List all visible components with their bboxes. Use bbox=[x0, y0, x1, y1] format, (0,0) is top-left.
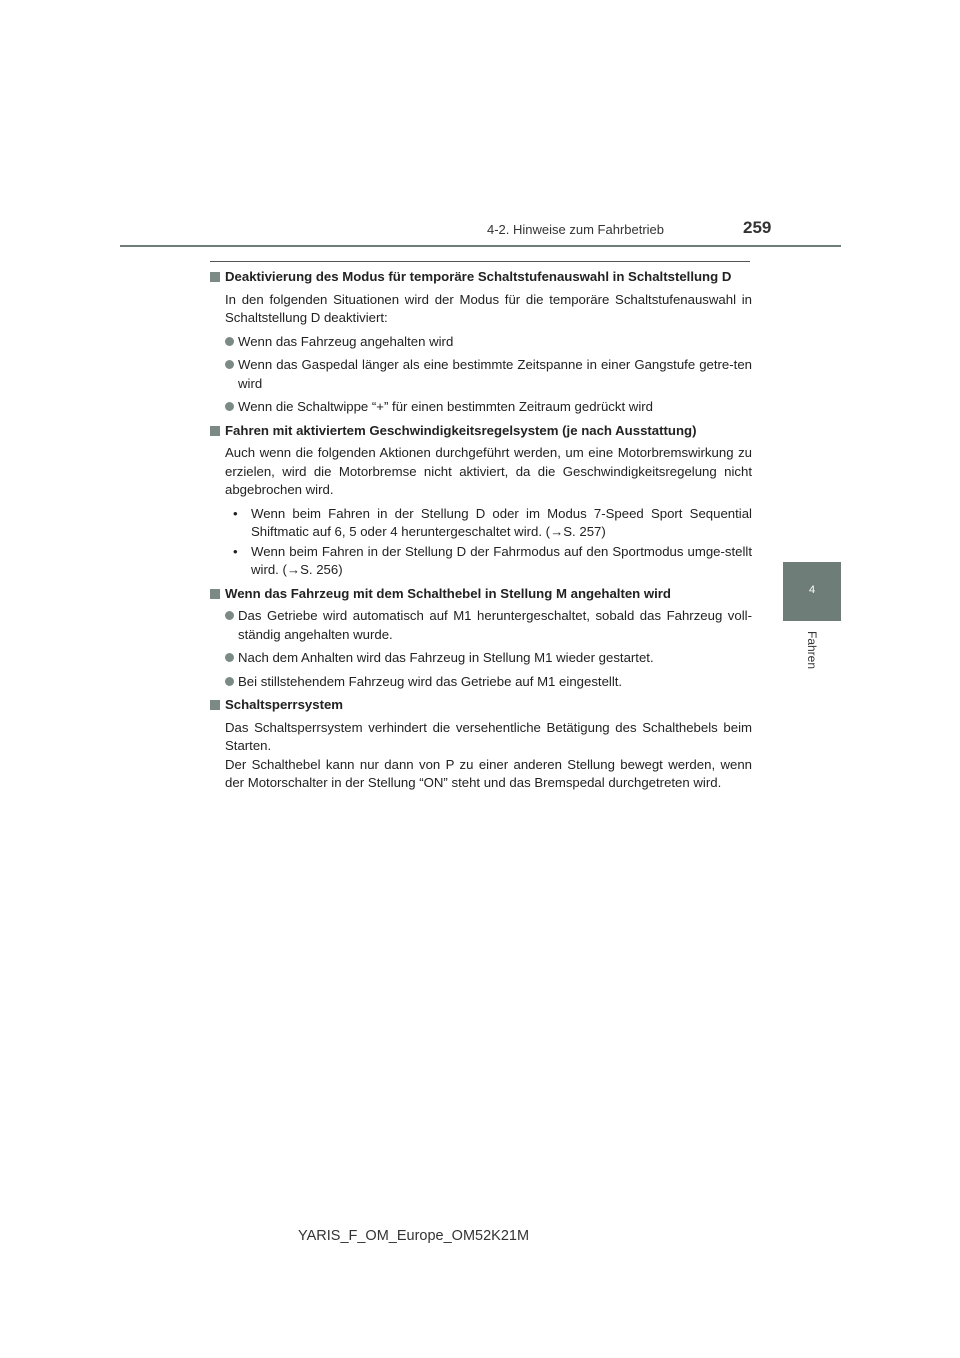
list-item: • Wenn beim Fahren in der Stellung D der Fahrmodus auf den Sportmodus umge-stellt wird. (→S. 256) bbox=[226, 543, 752, 580]
section-heading: Deaktivierung des Modus für temporäre Schaltstufenauswahl in Schaltstellung D bbox=[210, 268, 752, 287]
section-heading: Fahren mit aktiviertem Geschwindigkeitsregelsystem (je nach Ausstattung) bbox=[210, 422, 752, 441]
document-code: YARIS_F_OM_Europe_OM52K21M bbox=[298, 1228, 530, 1244]
section-shift-mode-deactivation bbox=[210, 268, 752, 417]
chapter-label: Fahren bbox=[805, 630, 819, 670]
page-number: 259 bbox=[743, 218, 772, 237]
section-paragraph: Der Schalthebel kann nur dann von P zu einer anderen Stellung bewegt werden, wenn der Motorschalter in der Stellung “ON” steht und das Bremspedal durchgetreten wird. bbox=[225, 756, 752, 790]
list-item: Bei stillstehendem Fahrzeug wird das Getriebe auf M1 eingestellt. bbox=[225, 673, 752, 692]
section-shift-lock bbox=[210, 696, 752, 793]
section-heading: Schaltsperrsystem bbox=[210, 696, 752, 715]
section-intro: Auch wenn die folgenden Aktionen durchgeführt werden, um eine Motorbremswirkung zu erzielen, wird die Motorbremse nicht aktiviert, da die Geschwindigkeitsregelung nicht abgebrochen wird. bbox=[225, 445, 752, 497]
list-item: Wenn das Fahrzeug angehalten wird bbox=[225, 333, 752, 352]
list-item: Wenn das Gaspedal länger als eine bestimmte Zeitspanne in einer Gangstufe getre-ten wird bbox=[225, 356, 752, 393]
page-content bbox=[210, 268, 752, 798]
list-item: • Wenn beim Fahren in der Stellung D oder im Modus 7-Speed Sport Sequential Shiftmatic auf 6, 5 oder 4 heruntergeschaltet wird. (→S. 257) bbox=[226, 505, 752, 542]
content-divider bbox=[210, 261, 750, 262]
section-stop-in-m bbox=[210, 585, 752, 692]
section-cruise-control bbox=[210, 422, 752, 580]
list-item: Das Getriebe wird automatisch auf M1 heruntergeschaltet, sobald das Fahrzeug voll-ständig angehalten wurde. bbox=[225, 607, 752, 644]
chapter-tab bbox=[783, 562, 841, 621]
list-item: Wenn die Schaltwippe “+” für einen bestimmten Zeitraum gedrückt wird bbox=[225, 398, 752, 417]
section-paragraph: Das Schaltsperrsystem verhindert die versehentliche Betätigung des Schalthebels beim Starten. bbox=[225, 719, 752, 753]
chapter-number: 4 bbox=[808, 584, 816, 596]
section-intro: In den folgenden Situationen wird der Modus für die temporäre Schaltstufenauswahl in Schaltstellung D deaktiviert: bbox=[225, 291, 752, 325]
list-item: Nach dem Anhalten wird das Fahrzeug in Stellung M1 wieder gestartet. bbox=[225, 649, 752, 668]
header-divider bbox=[120, 245, 841, 247]
section-heading: Wenn das Fahrzeug mit dem Schalthebel in Stellung M angehalten wird bbox=[210, 585, 752, 604]
header-section-title: 4-2. Hinweise zum Fahrbetrieb bbox=[487, 222, 665, 237]
